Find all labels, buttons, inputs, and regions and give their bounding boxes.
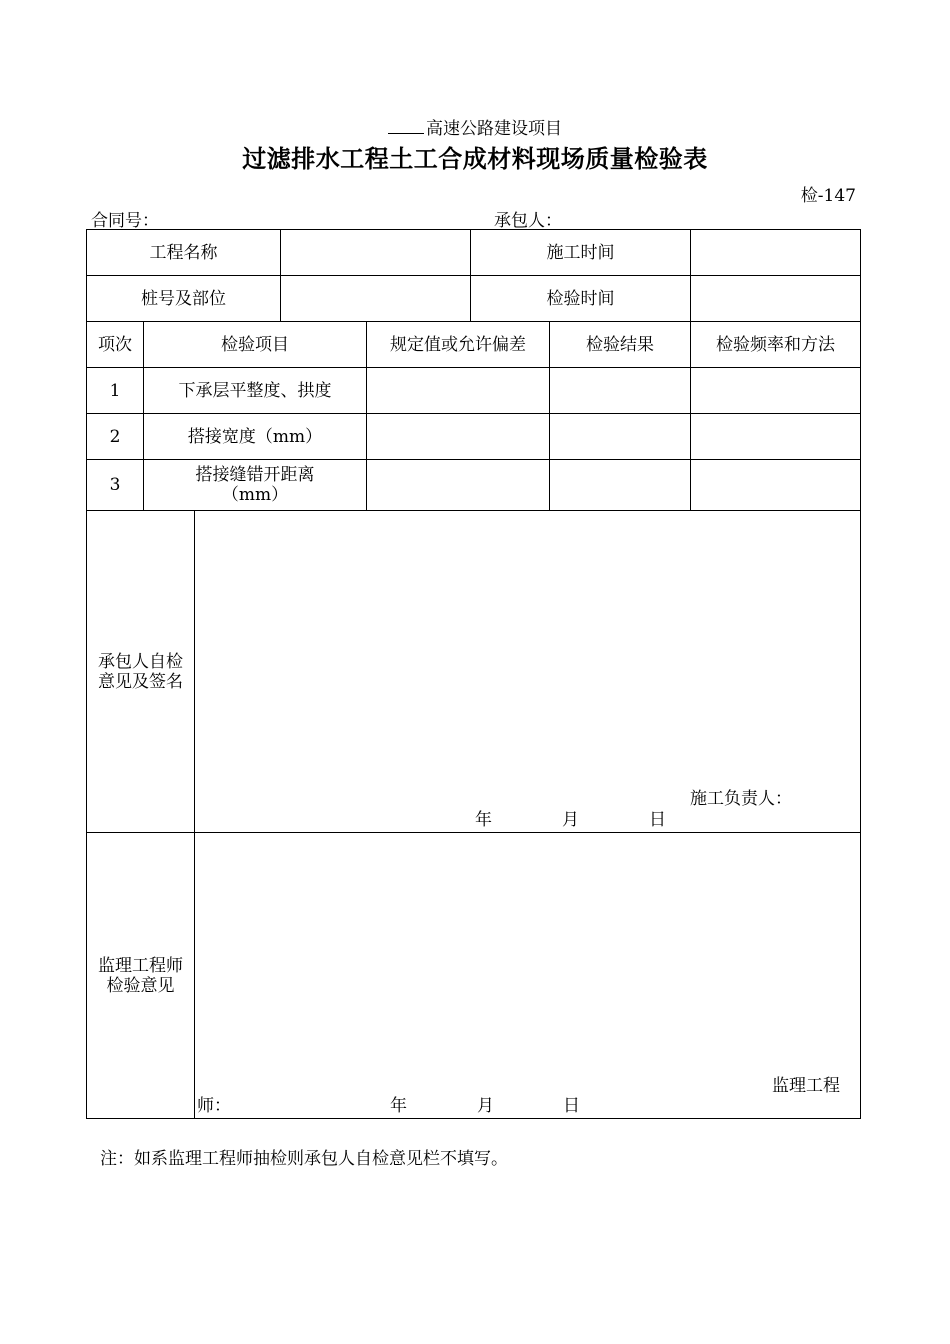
row-method-cell[interactable]	[691, 460, 861, 511]
supervisor-label-line-1: 监理工程师	[98, 955, 183, 976]
row-item: 下承层平整度、拱度	[144, 368, 367, 414]
contractor-label: 承包人：	[494, 211, 562, 231]
column-header-row	[87, 322, 861, 368]
contract-label: 合同号：	[91, 211, 159, 231]
supervisor-signer-label-part1: 监理工程	[772, 1076, 840, 1096]
row-result-cell[interactable]	[550, 414, 691, 460]
project-name-label: 工程名称	[87, 230, 281, 276]
contractor-day: 日	[649, 810, 666, 830]
inspection-table	[86, 229, 861, 1119]
inspection-time-label: 检验时间	[471, 276, 691, 322]
supervisor-signer-label-part2: 师：	[197, 1096, 231, 1116]
construction-time-label: 施工时间	[471, 230, 691, 276]
contractor-opinion-area[interactable]	[195, 511, 861, 833]
info-row-1	[87, 230, 861, 276]
station-label: 桩号及部位	[87, 276, 281, 322]
supervisor-year: 年	[390, 1096, 407, 1116]
row-no: 1	[87, 368, 144, 414]
row-result-cell[interactable]	[550, 368, 691, 414]
project-subtitle	[0, 114, 950, 139]
col-item: 检验项目	[144, 322, 367, 368]
row-item	[144, 460, 367, 511]
inspection-time-value[interactable]	[691, 276, 861, 322]
row-spec-cell[interactable]	[367, 368, 550, 414]
construction-time-value[interactable]	[691, 230, 861, 276]
col-spec: 规定值或允许偏差	[367, 322, 550, 368]
project-name-value[interactable]	[281, 230, 471, 276]
project-name-blank	[388, 119, 424, 134]
page-title: 过滤排水工程土工合成材料现场质量检验表	[242, 144, 708, 173]
row-no: 2	[87, 414, 144, 460]
table-row	[87, 460, 861, 511]
col-item-no: 项次	[87, 322, 144, 368]
project-suffix: 高速公路建设项目	[426, 119, 562, 139]
col-method: 检验频率和方法	[691, 322, 861, 368]
supervisor-opinion-area[interactable]	[195, 833, 861, 1119]
supervisor-opinion-row	[87, 833, 861, 1119]
contractor-label-line-1: 承包人自检	[98, 651, 183, 672]
info-row-2	[87, 276, 861, 322]
supervisor-day: 日	[563, 1096, 580, 1116]
supervisor-label-line-2: 检验意见	[106, 975, 175, 996]
contractor-opinion-row	[87, 511, 861, 833]
supervisor-opinion-label	[87, 833, 195, 1119]
contractor-signer-label: 施工负责人：	[690, 789, 792, 809]
station-value[interactable]	[281, 276, 471, 322]
contractor-label-line-2: 意见及签名	[98, 671, 183, 692]
row-spec-cell[interactable]	[367, 460, 550, 511]
table-row	[87, 414, 861, 460]
row-item-line-2: （mm）	[221, 485, 289, 505]
row-item: 搭接宽度（mm）	[144, 414, 367, 460]
footnote: 注：如系监理工程师抽检则承包人自检意见栏不填写。	[100, 1149, 508, 1169]
row-result-cell[interactable]	[550, 460, 691, 511]
col-result: 检验结果	[550, 322, 691, 368]
supervisor-month: 月	[477, 1096, 494, 1116]
row-no: 3	[87, 460, 144, 511]
row-method-cell[interactable]	[691, 368, 861, 414]
row-item-line-1: 搭接缝错开距离	[195, 465, 315, 485]
form-number: 检-147	[800, 186, 856, 206]
contractor-month: 月	[562, 810, 579, 830]
contractor-opinion-label	[87, 511, 195, 833]
row-spec-cell[interactable]	[367, 414, 550, 460]
row-method-cell[interactable]	[691, 414, 861, 460]
table-row	[87, 368, 861, 414]
contractor-year: 年	[475, 810, 492, 830]
